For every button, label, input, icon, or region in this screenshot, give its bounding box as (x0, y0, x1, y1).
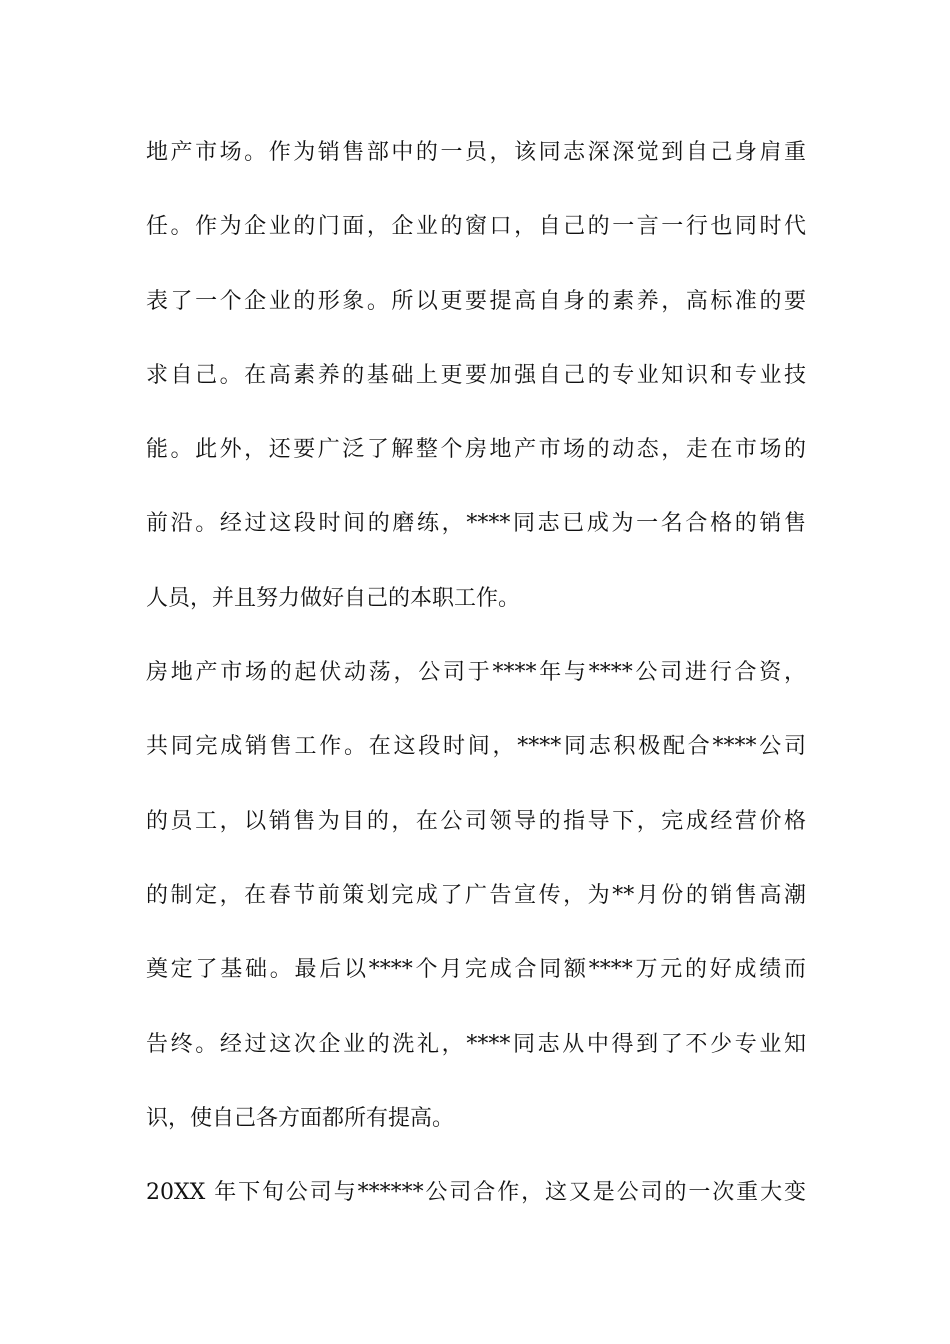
text-line: 人员，并且努力做好自己的本职工作。 (146, 585, 521, 611)
text-line: 的制定，在春节前策划完成了广告宣传，为**月份的销售高潮 (146, 882, 806, 908)
text-line: 能。此外，还要广泛了解整个房地产市场的动态，走在市场的 (146, 437, 806, 463)
text-line: 的员工，以销售为目的，在公司领导的指导下，完成经营价格 (146, 808, 806, 834)
text-line: 识，使自己各方面都所有提高。 (146, 1105, 455, 1131)
text-line: 告终。经过这次企业的洗礼，****同志从中得到了不少专业知 (146, 1031, 806, 1057)
document-body (146, 128, 806, 1242)
text-line: 求自己。在高素养的基础上更要加强自己的专业知识和专业技 (146, 362, 806, 388)
text-line: 前沿。经过这段时间的磨练，****同志已成为一名合格的销售 (146, 511, 806, 537)
text-line: 任。作为企业的门面，企业的窗口，自己的一言一行也同时代 (146, 214, 806, 240)
text-line: 表了一个企业的形象。所以更要提高自身的素养，高标准的要 (146, 288, 806, 314)
text-line: 奠定了基础。最后以****个月完成合同额****万元的好成绩而 (146, 957, 806, 983)
text-line: 地产市场。作为销售部中的一员，该同志深深觉到自己身肩重 (146, 140, 806, 165)
text-line: 房地产市场的起伏动荡，公司于****年与****公司进行合资， (146, 660, 806, 686)
text-line: 共同完成销售工作。在这段时间，****同志积极配合****公司 (146, 734, 806, 760)
text-line: 20XX 年下旬公司与******公司合作，这又是公司的一次重大变 (146, 1180, 806, 1206)
